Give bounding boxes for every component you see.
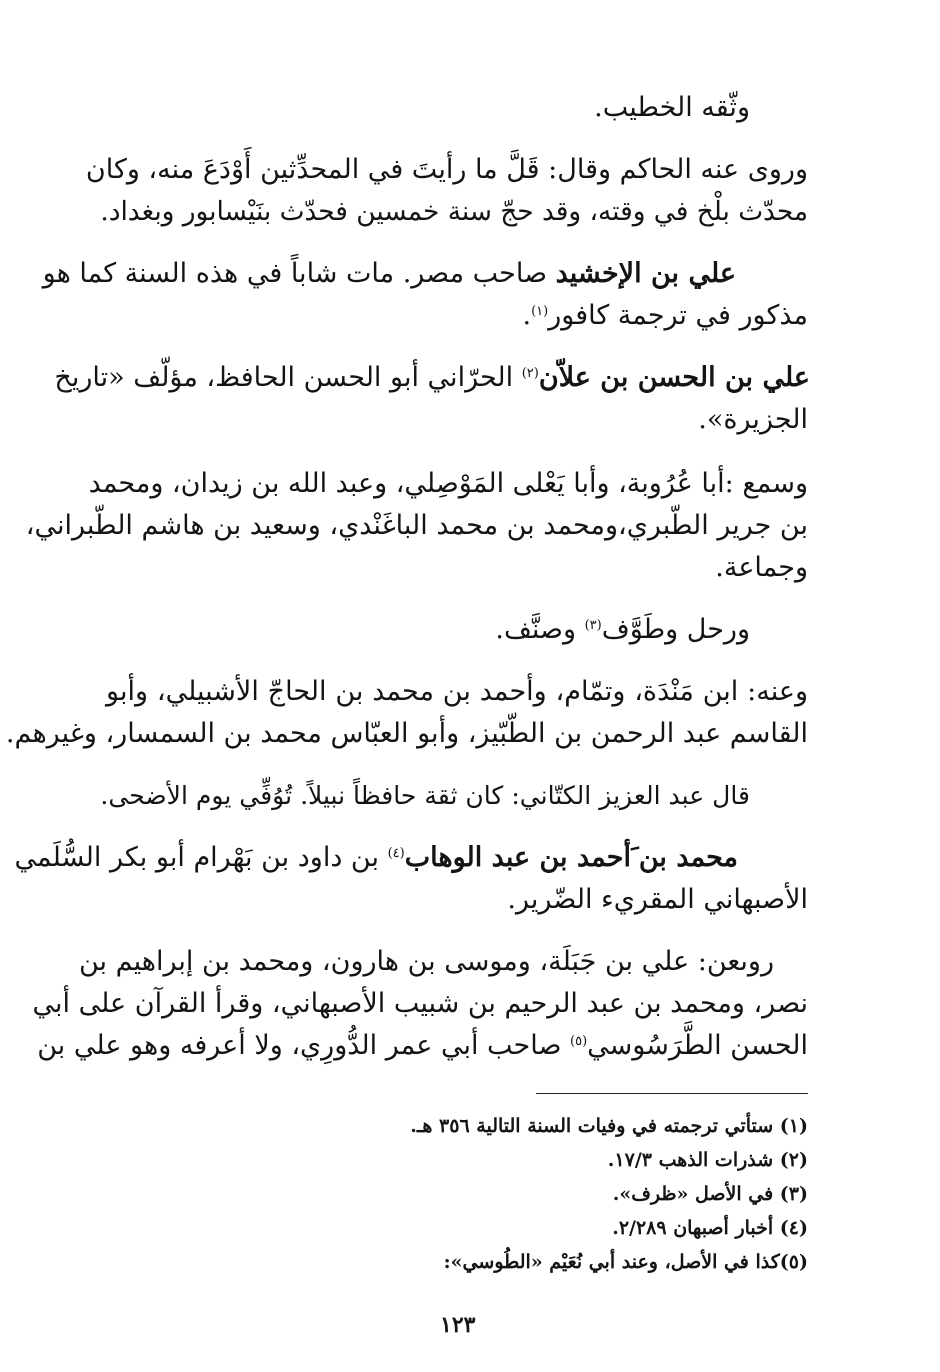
paragraph-7-line-1: وعنه: ابن مَنْدَة، وتمّام، وأحمد بن محمد بن الحاجّ الأشبيلي، وأبو: [106, 676, 808, 707]
paragraph-6-line-1: [495, 610, 750, 650]
paragraph-10-line-2: نصر، ومحمد بن عبد الرحيم بن شبيب الأصبهاني، وقرأ القرآن على أبي: [32, 988, 808, 1019]
footnote-ref-1: (١): [531, 304, 549, 319]
paragraph-10-line-3: [37, 1026, 808, 1066]
footnote-ref-2: (٢): [521, 366, 539, 381]
paragraph-2-line-2: محدّث بلْخ في وقته، وقد حجّ سنة خمسين فحدّث بنَيْسابور وبغداد.: [100, 197, 808, 227]
footnote-1: (١) ستأتي ترجمته في وفيات السنة التالية ٣٥٦ هـ.: [410, 1115, 808, 1137]
paragraph-1-line-1: وثّقه الخطيب.: [594, 92, 750, 123]
footnote-ref-3: (٣): [584, 618, 602, 633]
paragraph-3-line-1: [42, 254, 736, 294]
paragraph-2-line-1: وروى عنه الحاكم وقال: قَلَّ ما رأيتَ في المحدِّثين أَوْدَعَ منه، وكان: [85, 154, 808, 185]
paragraph-9-line-2: الأصبهاني المقريء الضّرير.: [507, 884, 808, 915]
paragraph-3-line-2: [522, 296, 808, 336]
paragraph-7-line-2: القاسم عبد الرحمن بن الطّبّيز، وأبو العبّاس محمد بن السمسار، وغيرهم.: [5, 718, 808, 749]
paragraph-4-line-1-text: الحرّاني أبو الحسن الحافظ، مؤلّف «تاريخ: [54, 362, 522, 393]
paragraph-5-line-1: وسمع :أبا عُرُوبة، وأبا يَعْلى المَوْصِلي، وعبد الله بن زيدان، ومحمد: [88, 468, 808, 499]
footnote-2: (٢) شذرات الذهب ١٧/٣.: [607, 1149, 808, 1171]
paragraph-8-line-1: قال عبد العزيز الكتّاني: كان ثقة حافظاً نبيلاً. تُوُفِّي يوم الأضحى.: [100, 781, 750, 810]
page-number: ١٢٣: [440, 1312, 476, 1338]
paragraph-9-line-1: [14, 838, 738, 878]
entry-name-ali-ibn-al-ikhshid: علي بن الإخشيد: [555, 258, 736, 289]
entry-name-muhammad-ibn-ahmad: محمد بن َأحمد بن عبد الوهاب: [404, 842, 738, 873]
paragraph-10-line-1: روىعن: علي بن جَبَلَة، وموسى بن هارون، ومحمد بن إبراهيم بن: [78, 946, 774, 977]
footnote-separator: [536, 1093, 808, 1094]
paragraph-6-line-1-text: ورحل وطَوَّف: [601, 614, 750, 645]
paragraph-4-line-2: الجزيرة».: [698, 404, 808, 435]
footnote-ref-5: (٥): [570, 1034, 588, 1049]
entry-name-ali-ibn-al-hasan: علي بن الحسن بن علاّن: [538, 362, 810, 393]
paragraph-3-line-2-text: مذكور في ترجمة كافور: [548, 300, 808, 331]
paragraph-6-line-1-end: وصنَّف.: [495, 614, 585, 645]
paragraph-5-line-3: وجماعة.: [715, 552, 808, 583]
paragraph-4-line-1: [54, 358, 810, 398]
paragraph-10-line-3-text: الحسن الطَّرَسُوسي: [587, 1030, 808, 1061]
paragraph-3-line-2-end: .: [522, 300, 532, 331]
footnote-3: (٣) في الأصل «ظرف».: [612, 1183, 808, 1205]
paragraph-9-line-1-text: بن داود بن بَهْرام أبو بكر السُّلَمي: [14, 842, 388, 873]
footnote-ref-4: (٤): [387, 846, 405, 861]
footnote-4: (٤) أخبار أصبهان ٢/٢٨٩.: [612, 1217, 808, 1239]
paragraph-3-line-1-text: صاحب مصر. مات شاباً في هذه السنة كما هو: [42, 258, 556, 289]
paragraph-10-line-3-end: صاحب أبي عمر الدُّورِي، ولا أعرفه وهو علي بن: [37, 1030, 570, 1061]
footnote-5: (٥)كذا في الأصل، وعند أبي نُعَيْم «الطُوسي»:: [443, 1251, 808, 1273]
paragraph-5-line-2: بن جرير الطّبري،ومحمد بن محمد الباغَنْدي، وسعيد بن هاشم الطّبراني،: [25, 510, 808, 541]
